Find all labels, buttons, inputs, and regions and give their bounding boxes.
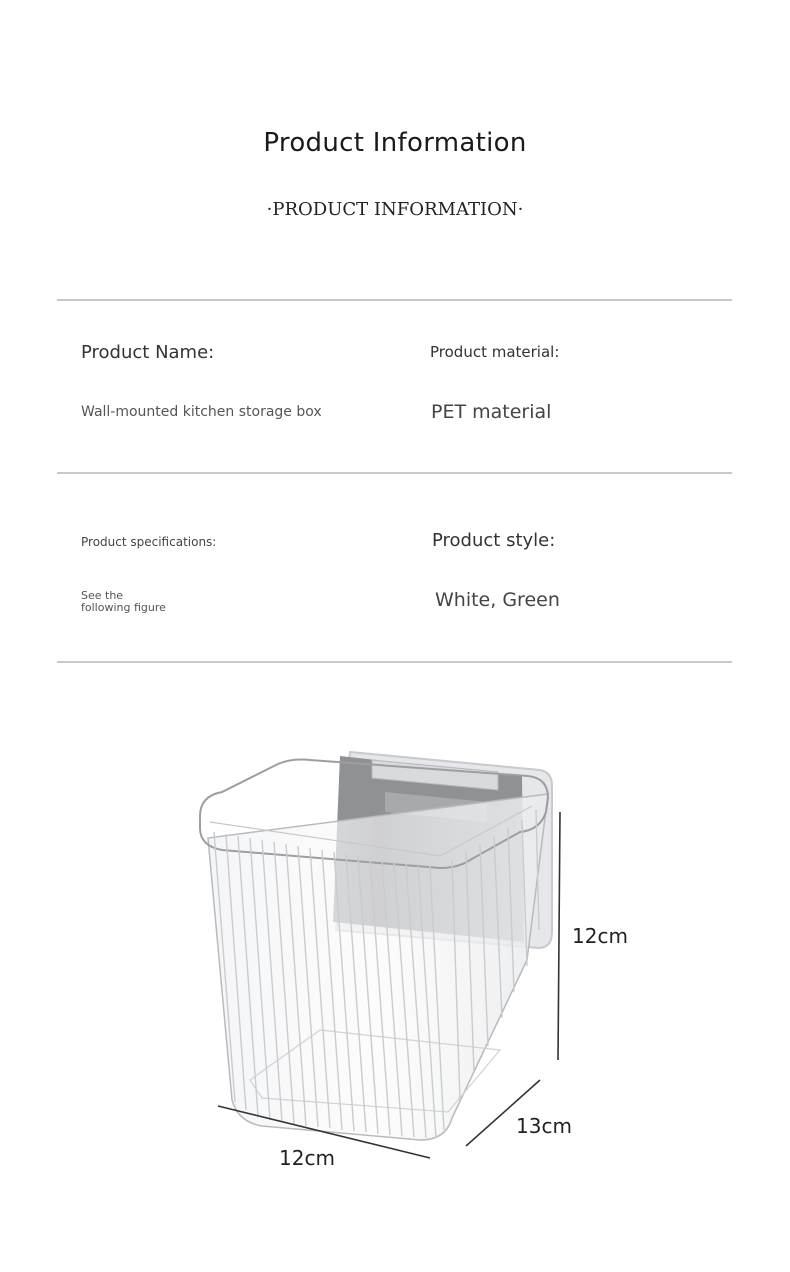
height-dimension-line — [558, 812, 560, 1060]
height-dimension-label: 12cm — [572, 924, 628, 948]
spec-value-line-2: following figure — [81, 601, 166, 614]
product-material-value: PET material — [431, 401, 552, 423]
page-subtitle: ·PRODUCT INFORMATION· — [266, 199, 524, 220]
product-name-label: Product Name: — [81, 342, 215, 363]
product-name-value: Wall-mounted kitchen storage box — [81, 404, 322, 420]
spec-value-line-1: See the — [81, 589, 124, 602]
product-specifications-label: Product specifications: — [81, 535, 217, 549]
product-style-value: White, Green — [435, 589, 560, 611]
width-dimension-label: 12cm — [279, 1146, 335, 1170]
product-material-label: Product material: — [430, 343, 560, 361]
storage-box — [200, 760, 548, 1141]
page-title: Product Information — [263, 128, 527, 158]
product-style-label: Product style: — [432, 530, 556, 551]
depth-dimension-label: 13cm — [516, 1114, 572, 1138]
